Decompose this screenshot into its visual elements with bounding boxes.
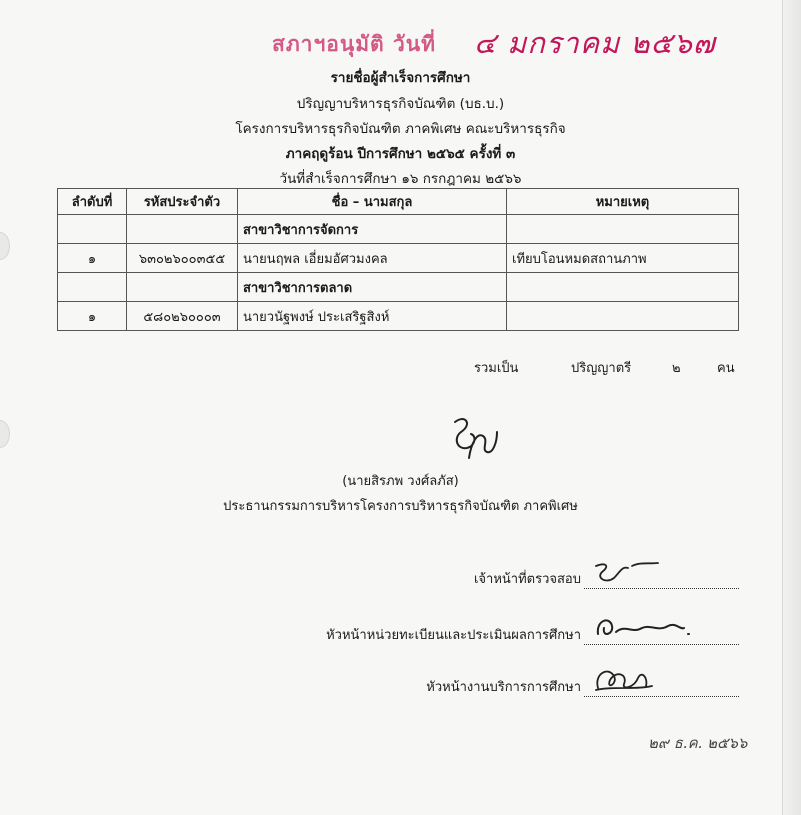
- punch-hole: [0, 232, 10, 260]
- cell-note: [507, 302, 739, 331]
- total-degree: ปริญญาตรี: [571, 361, 632, 376]
- program-name: โครงการบริหารธุรกิจบัณฑิต ภาคพิเศษ คณะบริหารธุรกิจ: [235, 121, 566, 137]
- approval-stamp: สภาฯอนุมัติ วันที่: [272, 32, 436, 56]
- handwritten-signature: [592, 664, 662, 694]
- col-header-no: ลำดับที่: [58, 189, 127, 215]
- doc-title: รายชื่อผู้สำเร็จการศึกษา: [330, 70, 471, 86]
- total-count: ๒: [672, 361, 681, 376]
- cell-no: ๑: [58, 302, 127, 331]
- signer-name: (นายสิรภพ วงศ์ลภัส): [342, 474, 459, 489]
- cell-id: [127, 215, 238, 244]
- graduates-table: [57, 188, 739, 331]
- table-row: [58, 273, 739, 302]
- table-header-row: [58, 189, 739, 215]
- degree-name: ปริญญาบริหารธุรกิจบัณฑิต (บธ.บ.): [296, 96, 505, 112]
- check-row-registrar: [326, 624, 739, 645]
- check-label: เจ้าหน้าที่ตรวจสอบ: [473, 572, 581, 587]
- cell-note: [507, 273, 739, 302]
- cell-id: ๕๘๐๒๖๐๐๐๓: [127, 302, 238, 331]
- cell-no: ๑: [58, 244, 127, 273]
- major-heading: สาขาวิชาการตลาด: [238, 273, 507, 302]
- signature-line: [584, 630, 739, 645]
- cell-name: นายวนัฐพงษ์ ประเสริฐสิงห์: [238, 302, 507, 331]
- major-heading: สาขาวิชาการจัดการ: [238, 215, 507, 244]
- total-unit: คน: [717, 361, 735, 376]
- graduation-date-line: วันที่สำเร็จการศึกษา ๑๖ กรกฎาคม ๒๕๖๖: [279, 171, 522, 187]
- signature-line: [584, 574, 739, 589]
- check-row-head-services: [426, 676, 739, 697]
- cell-note: [507, 215, 739, 244]
- handwritten-signature: [592, 560, 662, 586]
- col-header-name: ชื่อ – นามสกุล: [238, 189, 507, 215]
- signer-title: ประธานกรรมการบริหารโครงการบริหารธุรกิจบัณฑิต ภาคพิเศษ: [223, 499, 578, 514]
- chairman-signature: [447, 414, 503, 466]
- table-row: [58, 244, 739, 273]
- cell-id: ๖๓๐๒๖๐๐๓๕๕: [127, 244, 238, 273]
- cell-id: [127, 273, 238, 302]
- cell-note: เทียบโอนหมดสถานภาพ: [507, 244, 739, 273]
- signature-line: [584, 682, 739, 697]
- punch-hole: [0, 420, 10, 448]
- total-label: รวมเป็น: [474, 361, 519, 376]
- col-header-note: หมายเหตุ: [507, 189, 739, 215]
- approval-date-handwritten: ๔ มกราคม ๒๕๖๗: [474, 26, 716, 60]
- term-line: ภาคฤดูร้อน ปีการศึกษา ๒๕๖๕ ครั้งที่ ๓: [285, 146, 516, 162]
- cell-name: นายนฤพล เอี่ยมอัศวมงคล: [238, 244, 507, 273]
- check-label: หัวหน้าหน่วยทะเบียนและประเมินผลการศึกษา: [326, 628, 581, 643]
- col-header-id: รหัสประจำตัว: [127, 189, 238, 215]
- check-label: หัวหน้างานบริการการศึกษา: [426, 680, 581, 695]
- table-row: [58, 215, 739, 244]
- cell-no: [58, 215, 127, 244]
- check-row-officer: [474, 568, 739, 589]
- table-row: [58, 302, 739, 331]
- handwritten-date: ๒๙ ธ.ค. ๒๕๖๖: [648, 734, 748, 752]
- handwritten-signature: [592, 614, 692, 642]
- cell-no: [58, 273, 127, 302]
